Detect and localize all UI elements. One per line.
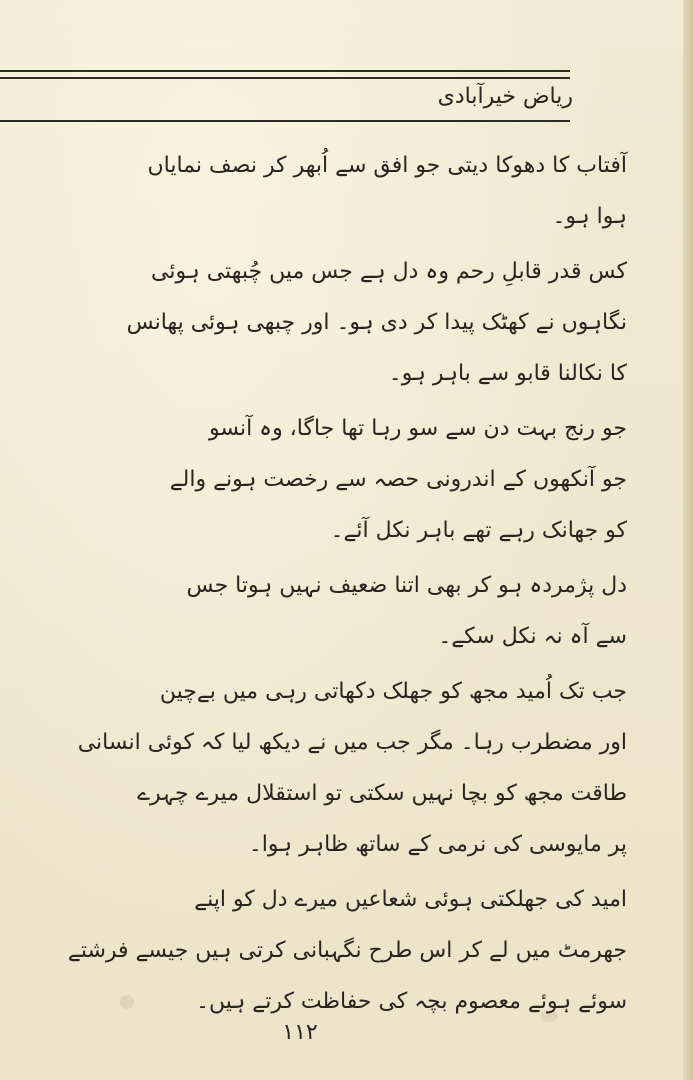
text-line: سوئے ہوئے معصوم بچہ کی حفاظت کرتے ہیں۔ — [196, 989, 627, 1014]
header-rule-top — [0, 70, 570, 72]
text-line: امید کی جھلکتی ہوئی شعاعیں میرے دل کو اپنے — [194, 887, 627, 912]
page-edge — [683, 0, 693, 1080]
text-line: کا نکالنا قابو سے باہر ہو۔ — [388, 361, 627, 386]
running-head: ریاض خیرآبادی — [437, 84, 573, 109]
header-rule-double — [0, 77, 570, 79]
text-line: آفتاب کا دھوکا دیتی جو افق سے اُبھر کر نصف نمایاں — [147, 153, 627, 178]
text-line: ہوا ہو۔ — [552, 204, 627, 229]
text-line: جب تک اُمید مجھ کو جھلک دکھاتی رہی میں بےچین — [159, 679, 627, 704]
text-line: دل پژمردہ ہو کر بھی اتنا ضعیف نہیں ہوتا جس — [186, 573, 627, 598]
page-number: ۱۱۲ — [282, 1020, 318, 1045]
text-line: طاقت مجھ کو بچا نہیں سکتی تو استقلال میرے چہرے — [137, 781, 627, 806]
text-line: کو جھانک رہے تھے باہر نکل آئے۔ — [330, 518, 627, 543]
text-line: اور مضطرب رہا۔ مگر جب میں نے دیکھ لیا کہ کوئی انسانی — [77, 730, 627, 755]
text-line: پر مایوسی کی نرمی کے ساتھ ظاہر ہوا۔ — [248, 832, 627, 857]
text-line: کس قدر قابلِ رحم وہ دل ہے جس میں چُبھتی ہوئی — [151, 259, 627, 284]
text-line: جھرمٹ میں لے کر اس طرح نگہبانی کرتی ہیں جیسے فرشتے — [67, 938, 627, 963]
text-line: نگاہوں نے کھٹک پیدا کر دی ہو۔ اور چبھی ہوئی پھانس — [126, 310, 627, 335]
text-line: جو رنج بہت دن سے سو رہا تھا جاگا، وہ آنسو — [208, 416, 627, 441]
text-line: سے آہ نہ نکل سکے۔ — [438, 624, 627, 649]
header-rule-under — [0, 120, 570, 122]
body-text — [67, 140, 627, 1027]
text-line: جو آنکھوں کے اندرونی حصہ سے رخصت ہونے والے — [169, 467, 627, 492]
